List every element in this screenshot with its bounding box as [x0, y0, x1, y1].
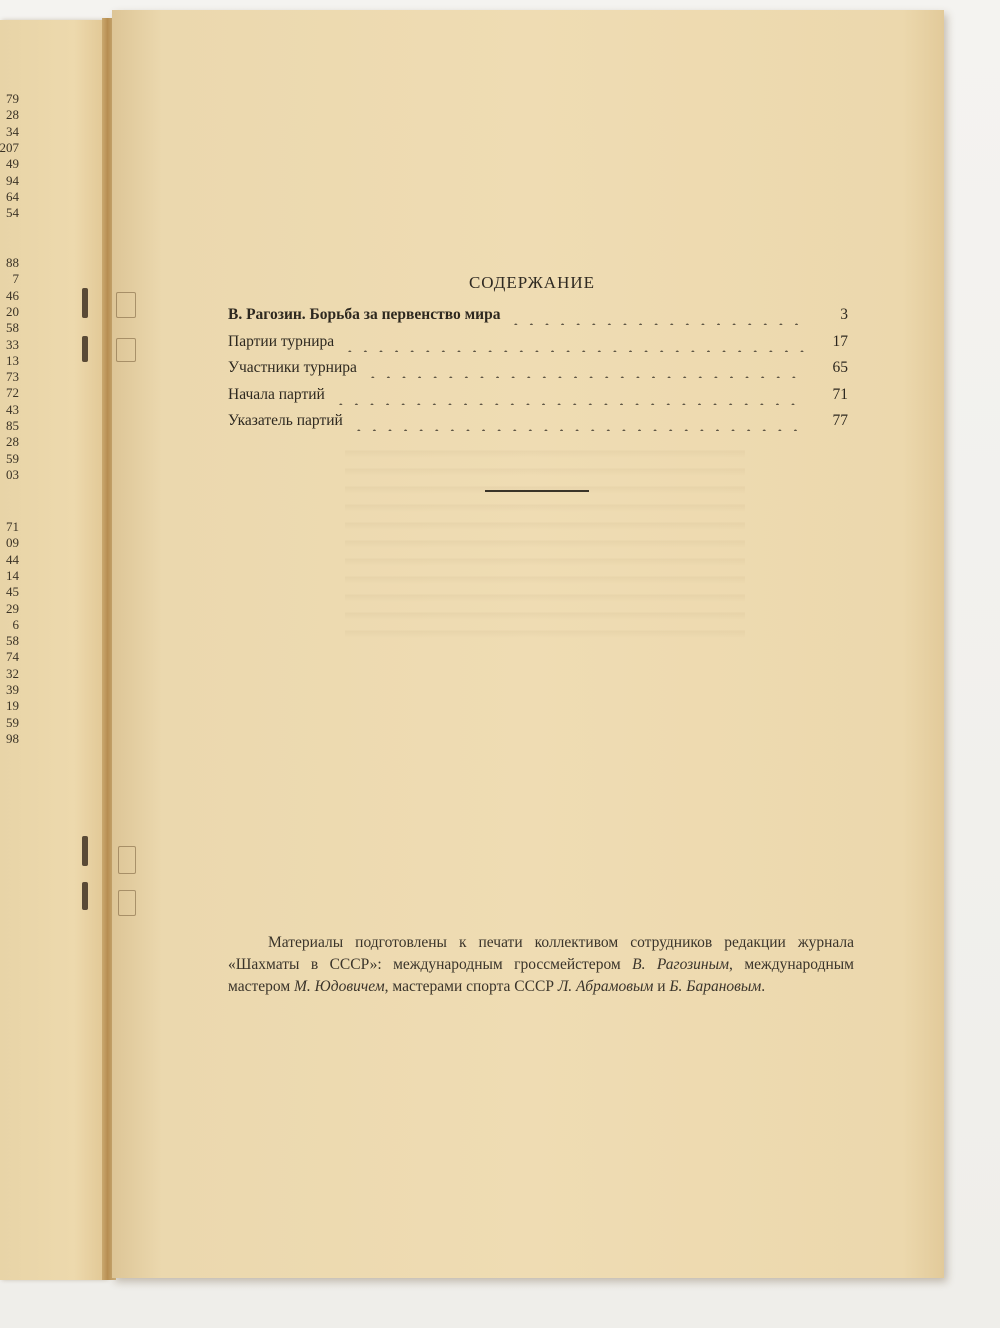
left-page-number: 28: [6, 107, 19, 123]
toc-entry-page: 3: [840, 306, 848, 323]
left-page-number: 39: [6, 682, 19, 697]
left-page-number: 7: [12, 271, 19, 287]
left-page-number: 64: [6, 188, 19, 204]
toc-entry-label: Начала партий: [228, 385, 325, 403]
table-of-contents: [228, 306, 848, 439]
toc-leader-dots: [365, 366, 804, 378]
toc-entry-label: Указатель партий: [228, 412, 343, 429]
toc-entry: [228, 412, 848, 439]
left-page-number: 20: [6, 303, 19, 319]
credits-text: , мастерами спорта СССР: [384, 978, 558, 995]
left-page-number: 28: [6, 434, 19, 450]
left-page-number: 34: [6, 123, 19, 139]
credits-text: и: [653, 978, 670, 995]
divider-rule: [485, 490, 589, 492]
left-page-number: 03: [6, 466, 19, 482]
left-page-number: 79: [6, 91, 19, 106]
staple-top: [82, 288, 88, 318]
toc-entry-page: 77: [832, 412, 848, 429]
toc-entry: [228, 386, 848, 413]
toc-entry: [228, 333, 848, 360]
staple-imprint: [116, 338, 136, 362]
credits-text: Материалы подготовлены к печати коллективом сотрудников редакции журнала «Шахматы в СССР»: международным гроссмейстером: [228, 934, 854, 973]
toc-leader-dots: [351, 419, 804, 431]
left-page-number: 59: [6, 450, 19, 466]
credits-name: В. Рагозиным: [632, 956, 730, 973]
toc-leader-dots: [342, 340, 804, 352]
left-page-number: 71: [6, 519, 19, 534]
toc-entry-page: 65: [832, 359, 848, 376]
left-page-number: 59: [6, 714, 19, 730]
toc-title: СОДЕРЖАНИЕ: [468, 273, 596, 292]
credits-name: Б. Барановым: [669, 978, 762, 995]
toc-entry: [228, 306, 848, 333]
toc-leader-dots: [333, 393, 804, 405]
left-page-number: 44: [6, 551, 19, 567]
left-page-number: 09: [6, 535, 19, 551]
left-page-number: 33: [6, 336, 19, 352]
left-page-number: 72: [6, 385, 19, 401]
credits-name: М. Юдовичем: [294, 978, 385, 995]
staple-imprint: [118, 890, 136, 916]
staple-top-lower: [82, 336, 88, 362]
left-page-number: 74: [6, 649, 19, 665]
credits-name: Л. Абрамовым: [557, 978, 654, 995]
staple-bottom-lower: [82, 882, 88, 910]
left-page-number: 98: [6, 730, 19, 746]
left-page-number: 19: [6, 698, 19, 714]
left-page-number: 14: [6, 567, 19, 583]
left-page-number: 58: [6, 320, 19, 336]
left-page-number: 58: [6, 633, 19, 649]
left-page-number: 85: [6, 418, 19, 433]
staple-imprint: [116, 292, 136, 318]
left-page-number: 94: [6, 172, 19, 188]
left-page-number: 6: [12, 616, 19, 632]
left-page-number: 49: [6, 156, 19, 172]
toc-entry-label: Участники турнира: [228, 359, 357, 376]
credits-paragraph: [228, 932, 854, 998]
left-page-number: 207: [0, 139, 19, 155]
left-page-number: 29: [6, 600, 19, 616]
toc-entry-label: В. Рагозин. Борьба за первенство мира: [228, 306, 501, 323]
left-page-number: 32: [6, 665, 19, 681]
show-through-text: [345, 440, 745, 640]
right-page: [112, 10, 944, 1278]
credits-text: , международным мастером: [228, 956, 854, 995]
credits-text: .: [761, 978, 766, 995]
left-page-number: 54: [6, 205, 19, 221]
left-page-number: 43: [6, 401, 19, 417]
left-page: [0, 20, 106, 1280]
left-page-number: 88: [6, 255, 19, 270]
staple-bottom: [82, 836, 88, 866]
left-page-number: 45: [6, 584, 19, 600]
toc-entry-label: Партии турнира: [228, 332, 335, 350]
toc-entry-page: 17: [832, 332, 848, 350]
toc-entry: [228, 359, 848, 386]
toc-entry-page: 71: [832, 385, 848, 403]
toc-leader-dots: [508, 313, 804, 325]
staple-imprint: [118, 846, 136, 874]
left-page-number: 13: [6, 352, 19, 368]
left-page-number: 46: [6, 287, 19, 303]
left-page-number: 73: [6, 369, 19, 385]
